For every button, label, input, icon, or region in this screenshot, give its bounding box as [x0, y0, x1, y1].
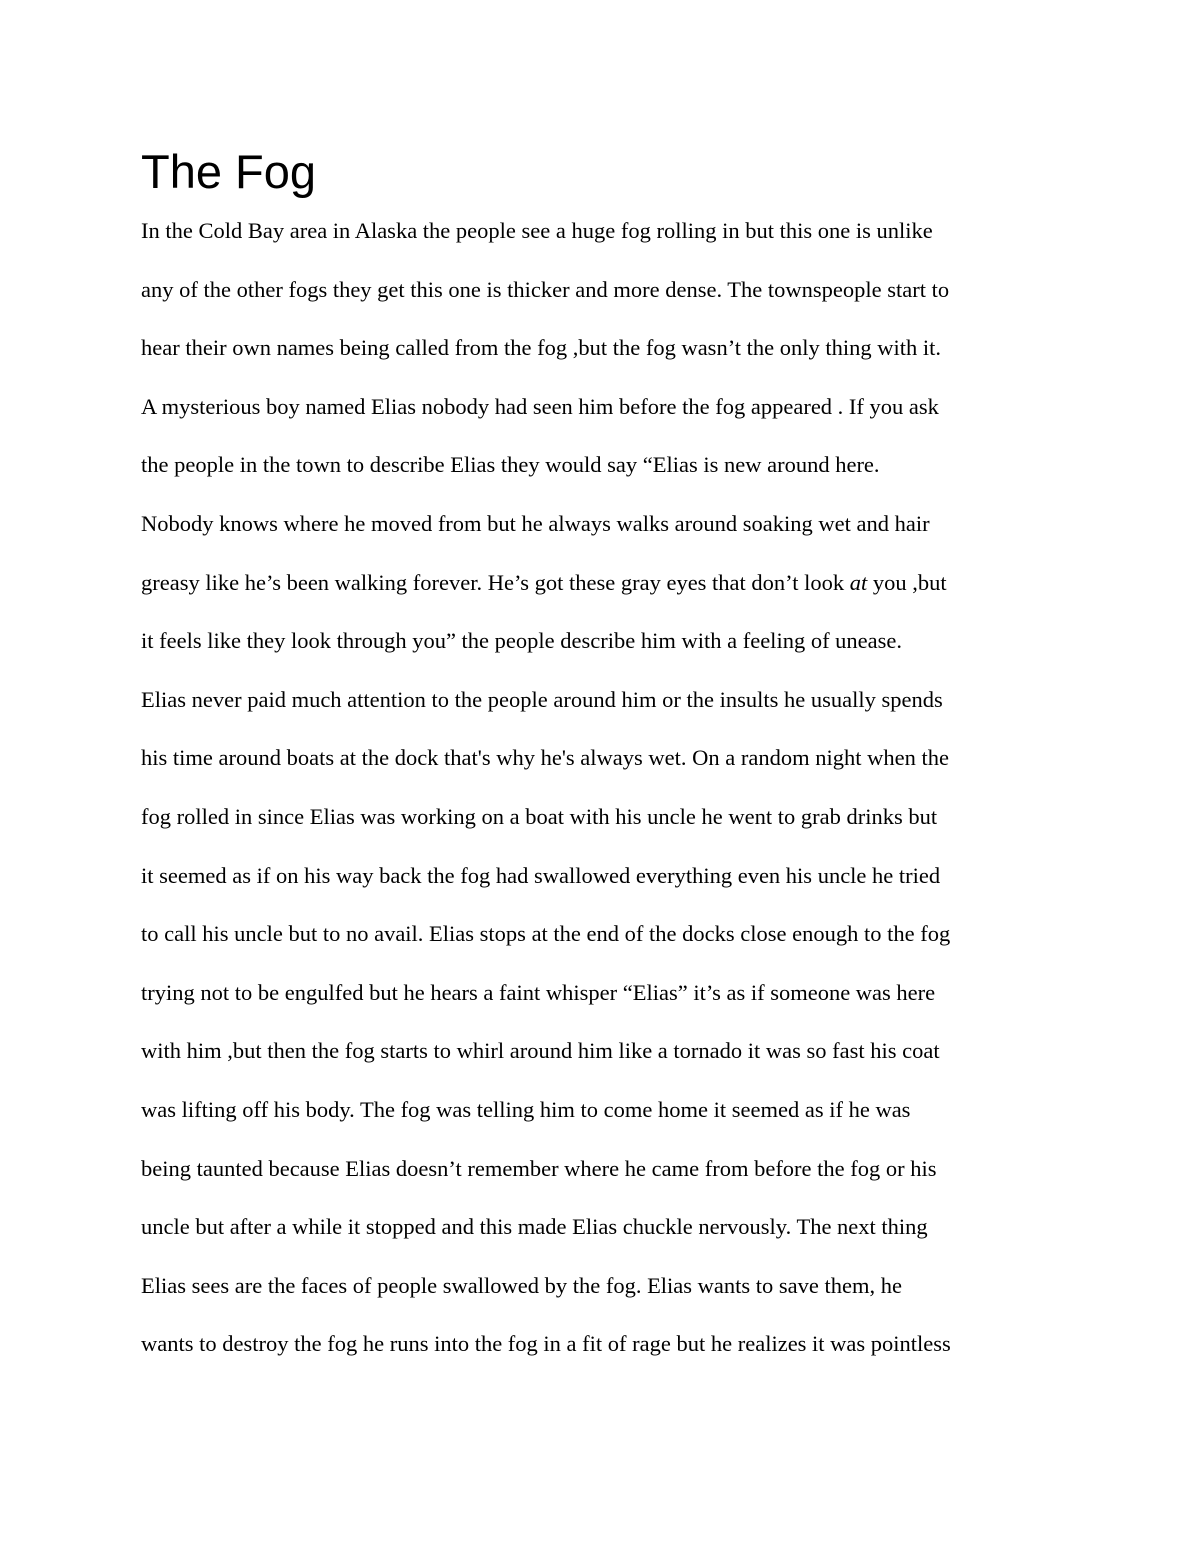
text-line: A mysterious boy named Elias nobody had seen him before the fog appeared . If you ask: [141, 393, 939, 419]
text-line: wants to destroy the fog he runs into the fog in a fit of rage but he realizes it was pointless: [141, 1331, 951, 1357]
text-line: greasy like he’s been walking forever. He’s got these gray eyes that don’t look at you ,but: [141, 569, 947, 595]
text-line: any of the other fogs they get this one is thicker and more dense. The townspeople start to: [141, 276, 950, 302]
text-line: uncle but after a while it stopped and this made Elias chuckle nervously. The next thing: [141, 1214, 928, 1240]
text-line: to call his uncle but to no avail. Elias stops at the end of the docks close enough to the fog: [141, 921, 951, 947]
text-line: Elias sees are the faces of people swallowed by the fog. Elias wants to save them, he: [141, 1272, 903, 1298]
text-line: it feels like they look through you” the people describe him with a feeling of unease.: [141, 628, 903, 654]
story-body: [141, 212, 1081, 1384]
text-line: Nobody knows where he moved from but he always walks around soaking wet and hair: [141, 510, 930, 536]
text-line: trying not to be engulfed but he hears a faint whisper “Elias” it’s as if someone was here: [141, 979, 936, 1005]
text-line: the people in the town to describe Elias they would say “Elias is new around here.: [141, 452, 880, 478]
text-line: it seemed as if on his way back the fog had swallowed everything even his uncle he tried: [141, 862, 941, 888]
text-line: with him ,but then the fog starts to whirl around him like a tornado it was so fast his coat: [141, 1038, 940, 1064]
text-line: hear their own names being called from the fog ,but the fog wasn’t the only thing with it.: [141, 335, 942, 361]
text-line: his time around boats at the dock that's why he's always wet. On a random night when the: [141, 745, 949, 771]
text-line: Elias never paid much attention to the people around him or the insults he usually spends: [141, 686, 943, 712]
emphasis-text: at: [849, 569, 868, 595]
text-line: In the Cold Bay area in Alaska the people see a huge fog rolling in but this one is unlike: [141, 218, 933, 243]
text-line: being taunted because Elias doesn’t remember where he came from before the fog or his: [141, 1155, 937, 1181]
text-line: was lifting off his body. The fog was telling him to come home it seemed as if he was: [141, 1096, 911, 1122]
page-title: The Fog: [141, 145, 317, 198]
text-line: fog rolled in since Elias was working on a boat with his uncle he went to grab drinks but: [141, 803, 938, 829]
